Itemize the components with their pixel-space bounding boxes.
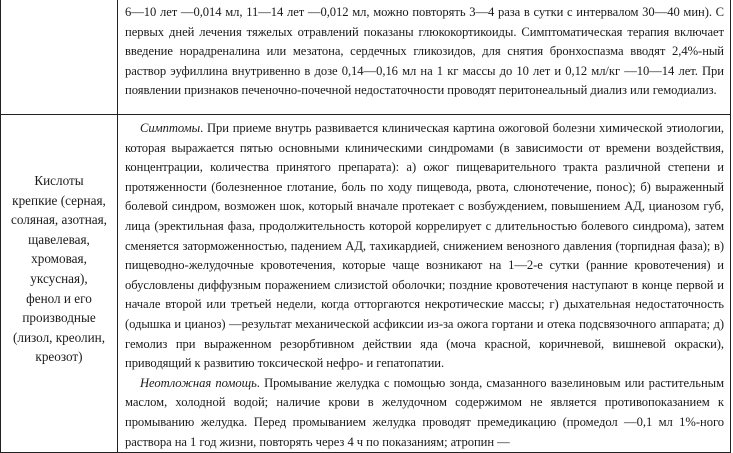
substance-line: хромовая, xyxy=(31,251,87,267)
substance-line: (лизол, креолин, xyxy=(12,329,106,345)
paragraph-text: 6—10 лет —0,014 мл, 11—14 лет —0,012 мл, можно повторять 3—4 раза в сутки с интервалом 30—40 мин). С первых дней лечения тяжелых отравлений показаны глюкокортикоиды. Симптоматическая терапия включает введение норадреналина или мезатона, сердечных гликозидов, для снятия бронхоспазма вводят 2,4%-ный раствор эуфиллина внутривенно в дозе 0,14—0,16 мл на 1 кг массы до 10 лет и 0,12 мл/кг —10—14 лет. При появлении признаков печеночно-почечной недостаточности проводят перитонеальный диализ или гемодиализ. xyxy=(125,5,724,98)
substance-name xyxy=(1,115,117,367)
substance-line: уксусная), xyxy=(30,270,88,286)
substance-line: Кислоты xyxy=(34,173,84,188)
substance-line: крепкие (серная, xyxy=(12,192,106,208)
substance-line: соляная, азотная, xyxy=(11,212,107,228)
substance-line: фенол и его xyxy=(26,290,92,306)
treatment-cell xyxy=(118,0,731,115)
paragraph-text: . Промывание желудка с помощью зонда, смазанного вазелиновым или растительным маслом, холодной водой; наличие крови в желудочном содержимом не является противопоказанием к промыванию желудка. Перед промыванием желудка проводят премедикацию (промедол —0,1 мл 1%-ного раствора на 1 год жизни, повторять через 4 ч по показаниям; атропин — xyxy=(125,375,724,449)
substance-line: креозот) xyxy=(35,349,83,365)
emergency-care-heading: Неотложная помощь xyxy=(140,375,257,390)
substance-line: производные xyxy=(22,310,96,326)
table-row xyxy=(1,115,731,453)
substance-cell xyxy=(1,0,118,115)
substance-line: щавелевая, xyxy=(28,231,90,247)
treatment-paragraph xyxy=(125,3,724,101)
substance-cell xyxy=(1,115,118,453)
table-row xyxy=(1,0,731,115)
symptoms-paragraph xyxy=(125,119,724,374)
paragraph-text: . При приеме внутрь развивается клиническая картина ожоговой болезни химической этиологии, которая выражается пятью основными клиническими синдромами (в зависимости от времени воздействия, концентрации, количества принятого препарата): а) ожог пищеварительного тракта различной степени и протяженности (болезненное глотание, боль по ходу пищевода, рвота, слюнотечение, понос); б) выраженный болевой синдром, возможен шок, который вначале протекает с возбуждением, повышением АД, цианозом губ, лица (эректильная фаза, продолжительность которой коррелирует с длительностью болевого синдрома), затем сменяется заторможенностью, падением АД, тахикардией, снижением венозного давления (торпидная фаза); в) пищеводно-желудочные кровотечения, которые чаще возникают на 1—2-е сутки (ранние кровотечения) и обусловлены диффузным поражением слизистой оболочки; поздние кровотечения наступают в конце первой и начале второй или третьей недели, когда отторгаются некротические массы; г) дыхательная недостаточность (одышка и цианоз) —результат механической асфиксии из-за ожога гортани и отека подсвязочного аппарата; д) гемолиз при выраженном резорбтивном действии яда (моча красной, коричневой, вишневой окраски), приводящий к развитию токсической нефро- и гепатопатии. xyxy=(125,121,724,371)
symptoms-treatment-cell xyxy=(118,115,731,453)
symptoms-heading: Симптомы xyxy=(140,121,201,135)
emergency-care-paragraph xyxy=(125,374,724,452)
